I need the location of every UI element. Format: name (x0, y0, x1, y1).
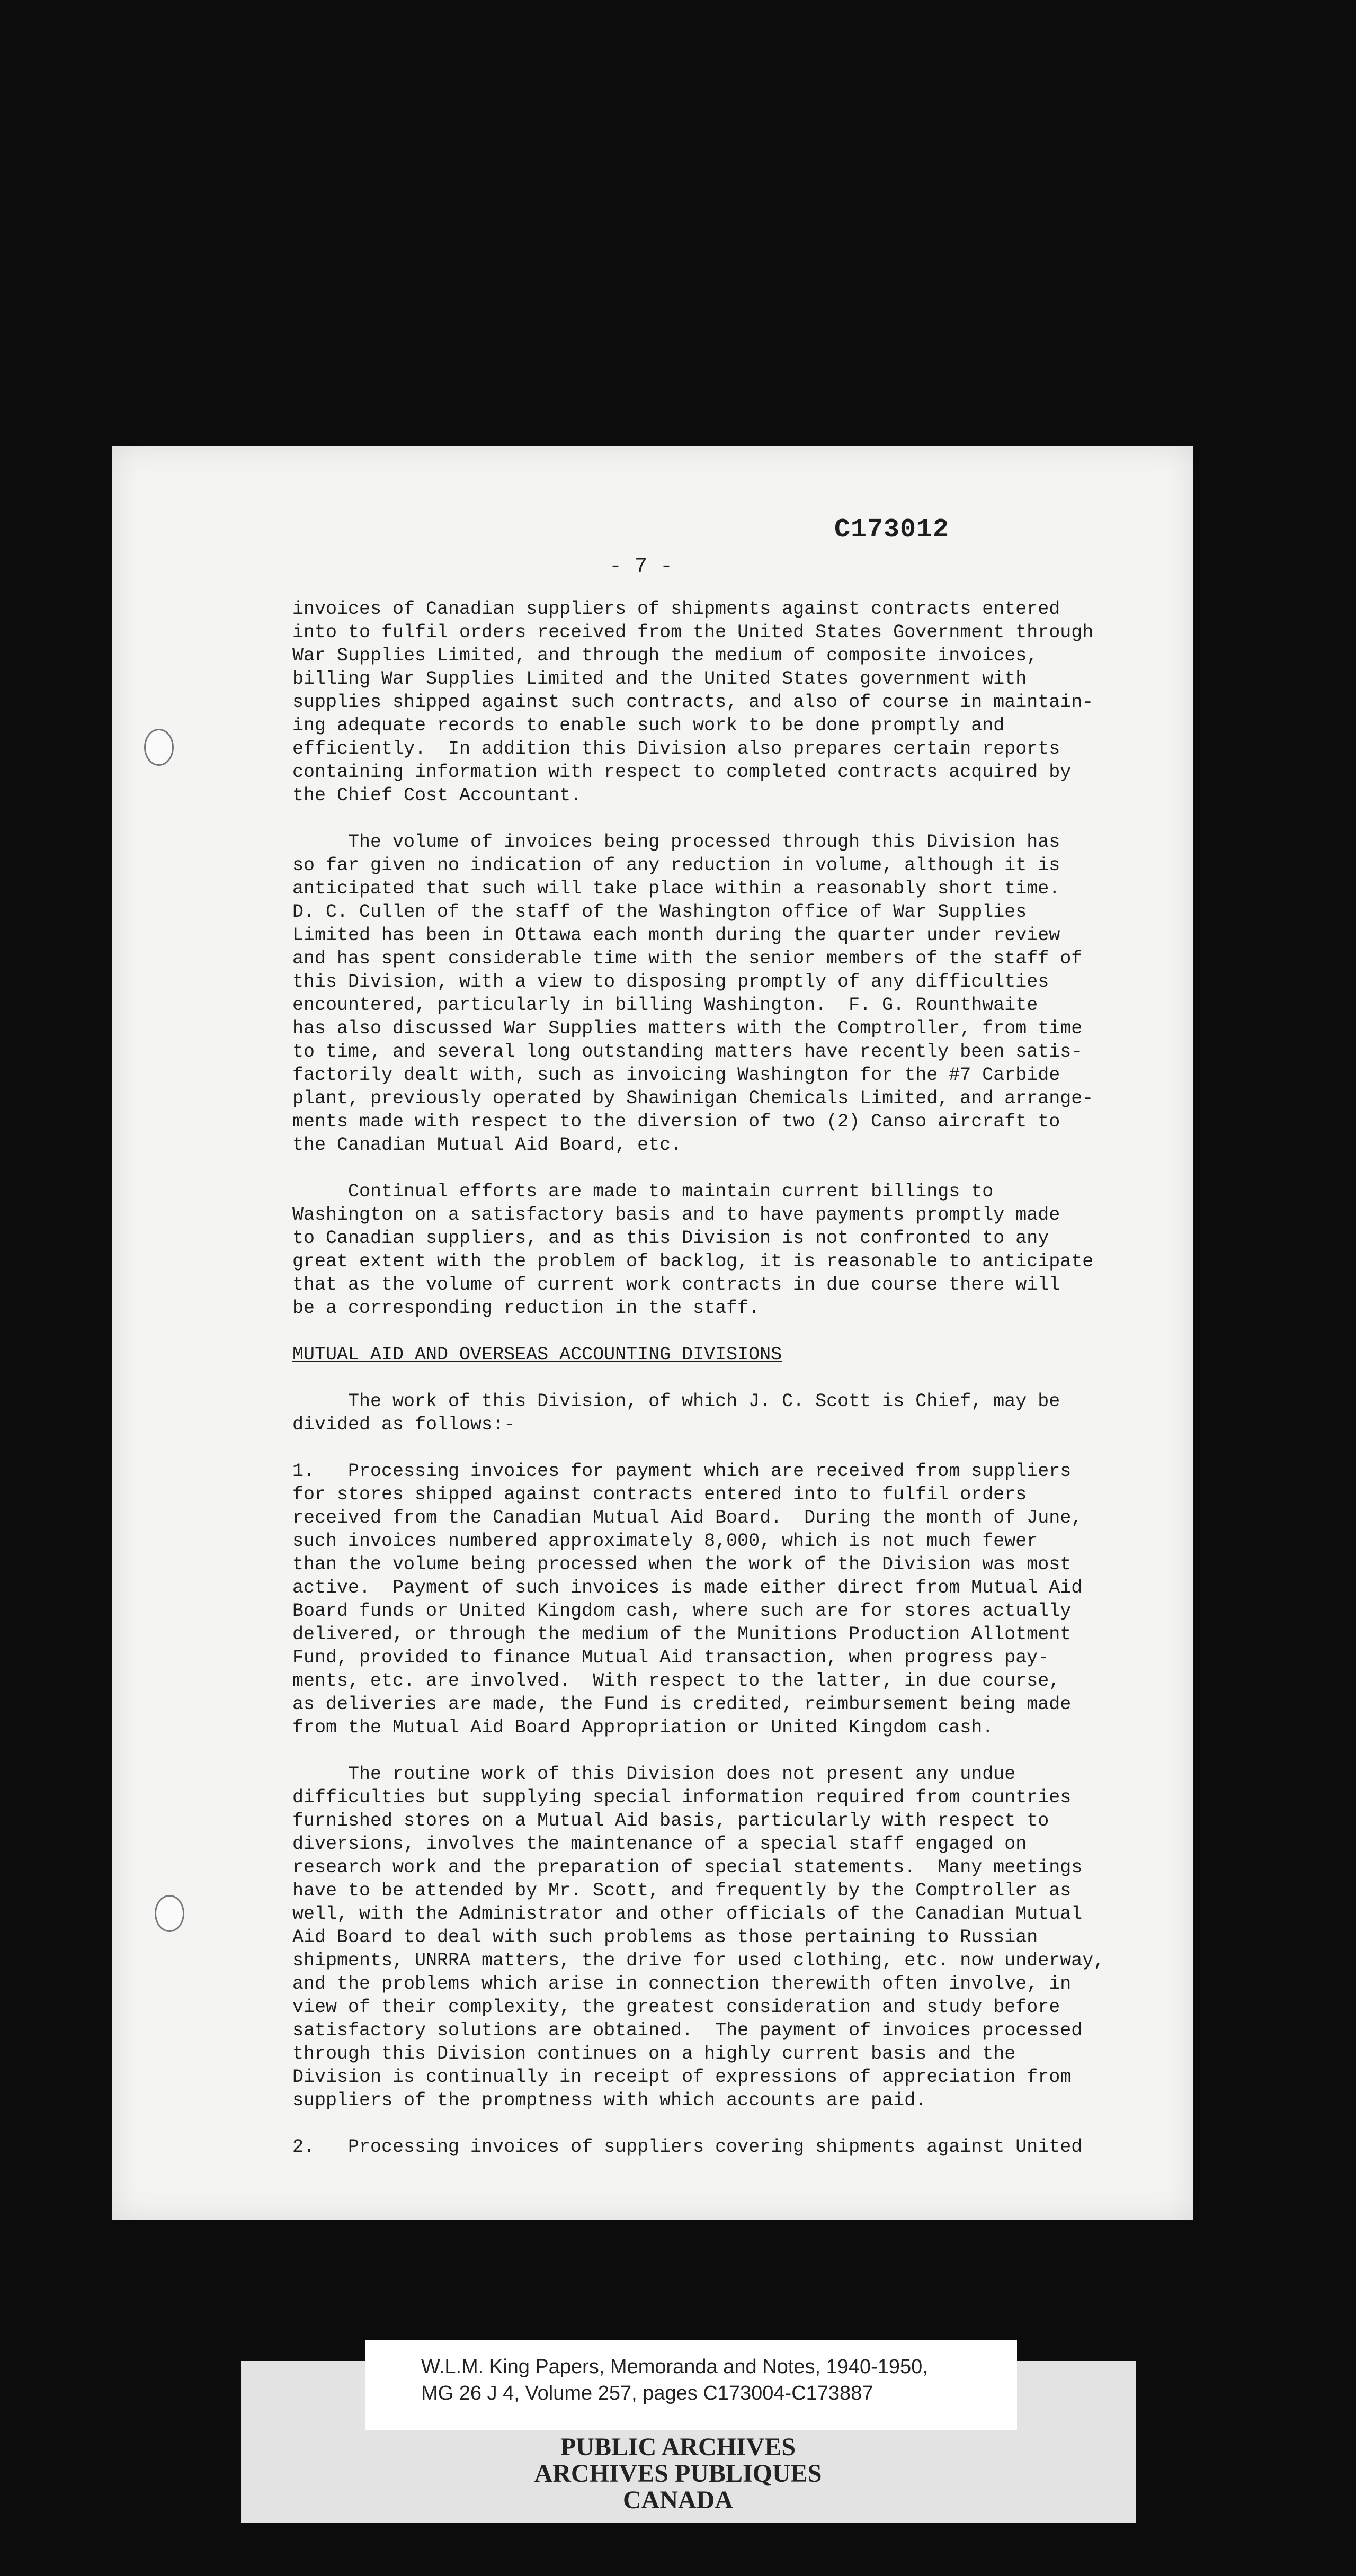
text-line: has also discussed War Supplies matters with the Comptroller, from time (292, 1018, 1083, 1039)
text-line: suppliers of the promptness with which accounts are paid. (292, 2090, 927, 2111)
paragraph-gap (292, 1157, 1124, 1180)
text-line: factorily dealt with, such as invoicing Washington for the #7 Carbide (292, 1065, 1060, 1086)
text-line: to time, and several long outstanding matters have recently been satis- (292, 1041, 1083, 1062)
text-line: Limited has been in Ottawa each month during the quarter under review (292, 925, 1060, 946)
text-line: anticipated that such will take place within a reasonably short time. (292, 878, 1060, 899)
page-number: - 7 - (609, 555, 673, 579)
text-line: diversions, involves the maintenance of a special staff engaged on (292, 1833, 1027, 1855)
text-line: received from the Canadian Mutual Aid Board. During the month of June, (292, 1507, 1083, 1528)
punch-hole-top (144, 729, 174, 766)
text-line: difficulties but supplying special information required from countries (292, 1787, 1072, 1808)
text-line: active. Payment of such invoices is made either direct from Mutual Aid (292, 1577, 1083, 1598)
paragraph-gap (292, 1366, 1124, 1390)
citation-line-2: MG 26 J 4, Volume 257, pages C173004-C173887 (421, 2382, 873, 2404)
text-line: shipments, UNRRA matters, the drive for used clothing, etc. now underway, (292, 1950, 1105, 1971)
text-line: The routine work of this Division does not present any undue (292, 1764, 1016, 1785)
text-line: so far given no indication of any reduction in volume, although it is (292, 855, 1060, 876)
text-line: War Supplies Limited, and through the medium of composite invoices, (292, 645, 1038, 666)
text-line: ing adequate records to enable such work to be done promptly and (292, 715, 1005, 736)
text-line: well, with the Administrator and other officials of the Canadian Mutual (292, 1903, 1083, 1925)
paragraph-gap (292, 2112, 1124, 2135)
text-line: such invoices numbered approximately 8,000, which is not much fewer (292, 1531, 1038, 1552)
text-line: into to fulfil orders received from the United States Government through (292, 622, 1094, 643)
citation-line-1: W.L.M. King Papers, Memoranda and Notes, 1940-1950, (421, 2356, 928, 2378)
text-line: be a corresponding reduction in the staff. (292, 1298, 760, 1319)
text-line: Washington on a satisfactory basis and to have payments promptly made (292, 1204, 1060, 1226)
text-line: billing War Supplies Limited and the United States government with (292, 668, 1027, 690)
text-line: as deliveries are made, the Fund is credited, reimbursement being made (292, 1694, 1072, 1715)
section-heading: MUTUAL AID AND OVERSEAS ACCOUNTING DIVISIONS (292, 1344, 782, 1365)
text-line: 1. Processing invoices for payment which are received from suppliers (292, 1461, 1072, 1482)
text-line: invoices of Canadian suppliers of shipments against contracts entered (292, 598, 1060, 620)
text-line: ments made with respect to the diversion of two (2) Canso aircraft to (292, 1111, 1060, 1132)
text-line: great extent with the problem of backlog, it is reasonable to anticipate (292, 1251, 1094, 1272)
text-line: Continual efforts are made to maintain current billings to (292, 1181, 994, 1202)
text-line: The volume of invoices being processed through this Division has (292, 831, 1060, 853)
text-line: than the volume being processed when the work of the Division was most (292, 1554, 1072, 1575)
paragraph-gap (292, 807, 1124, 830)
text-line: Fund, provided to finance Mutual Aid transaction, when progress pay- (292, 1647, 1049, 1668)
text-line: efficiently. In addition this Division also prepares certain reports (292, 738, 1060, 759)
text-line: The work of this Division, of which J. C. Scott is Chief, may be (292, 1391, 1060, 1412)
paragraph-gap (292, 1739, 1124, 1763)
text-line: encountered, particularly in billing Washington. F. G. Rounthwaite (292, 995, 1038, 1016)
text-line: D. C. Cullen of the staff of the Washington office of War Supplies (292, 901, 1027, 923)
paragraph-gap (292, 1436, 1124, 1460)
text-line: satisfactory solutions are obtained. The payment of invoices processed (292, 2020, 1083, 2041)
punch-hole-bottom (155, 1895, 184, 1932)
text-line: supplies shipped against such contracts, and also of course in maintain- (292, 692, 1094, 713)
paragraph-gap (292, 1320, 1124, 1343)
text-line: 2. Processing invoices of suppliers covering shipments against United (292, 2136, 1083, 2158)
text-line: and the problems which arise in connection therewith often involve, in (292, 1973, 1072, 1994)
text-line: Board funds or United Kingdom cash, where such are for stores actually (292, 1600, 1072, 1622)
text-line: that as the volume of current work contracts in due course there will (292, 1274, 1060, 1295)
text-line: this Division, with a view to disposing promptly of any difficulties (292, 971, 1049, 992)
text-line: to Canadian suppliers, and as this Division is not confronted to any (292, 1228, 1049, 1249)
text-line: view of their complexity, the greatest consideration and study before (292, 1997, 1060, 2018)
document-body (292, 597, 1124, 2159)
text-line: the Chief Cost Accountant. (292, 785, 582, 806)
text-line: ments, etc. are involved. With respect to the latter, in due course, (292, 1670, 1060, 1692)
text-line: research work and the preparation of special statements. Many meetings (292, 1857, 1083, 1878)
text-line: divided as follows:- (292, 1414, 515, 1435)
text-line: have to be attended by Mr. Scott, and frequently by the Comptroller as (292, 1880, 1072, 1901)
text-line: Aid Board to deal with such problems as those pertaining to Russian (292, 1927, 1038, 1948)
text-line: and has spent considerable time with the senior members of the staff of (292, 948, 1083, 969)
stamp-line-3: CANADA (623, 2486, 733, 2514)
document-id: C173012 (834, 515, 950, 545)
text-line: from the Mutual Aid Board Appropriation or United Kingdom cash. (292, 1717, 994, 1738)
text-line: furnished stores on a Mutual Aid basis, particularly with respect to (292, 1810, 1049, 1831)
text-line: for stores shipped against contracts entered into to fulfil orders (292, 1484, 1027, 1505)
text-line: delivered, or through the medium of the Munitions Production Allotment (292, 1624, 1072, 1645)
text-line: Division is continually in receipt of expressions of appreciation from (292, 2067, 1072, 2088)
text-line: containing information with respect to completed contracts acquired by (292, 762, 1072, 783)
text-line: plant, previously operated by Shawinigan Chemicals Limited, and arrange- (292, 1088, 1094, 1109)
stamp-line-1: PUBLIC ARCHIVES (560, 2433, 796, 2461)
stamp-line-2: ARCHIVES PUBLIQUES (534, 2459, 822, 2488)
text-line: through this Division continues on a highly current basis and the (292, 2043, 1016, 2064)
text-line: the Canadian Mutual Aid Board, etc. (292, 1134, 682, 1156)
